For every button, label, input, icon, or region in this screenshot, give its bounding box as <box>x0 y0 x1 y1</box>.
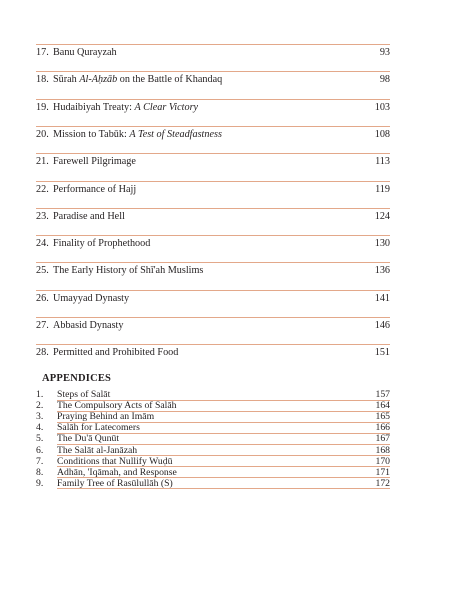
appendix-entry <box>36 456 390 467</box>
chapter-number: 20. <box>36 129 49 140</box>
chapter-divider <box>36 44 390 45</box>
appendix-page-number: 172 <box>375 477 390 489</box>
chapter-page-number: 146 <box>374 320 390 331</box>
appendix-number: 2. <box>36 400 44 412</box>
appendix-number: 7. <box>36 455 44 467</box>
appendix-title: The Du'ā Qunūt <box>57 433 120 445</box>
chapter-number: 26. <box>36 293 49 304</box>
chapter-title <box>53 101 198 115</box>
chapter-title: Farewell Pilgrimage <box>53 156 136 167</box>
appendix-entry <box>36 400 390 411</box>
chapter-title: The Early History of Shī'ah Muslims <box>53 265 204 276</box>
chapter-divider <box>36 290 390 291</box>
chapter-divider <box>36 99 390 100</box>
appendix-divider <box>57 488 390 489</box>
chapter-title-part: Mission to Tabūk: <box>53 129 130 140</box>
appendix-title: Adhān, 'Iqāmah, and Response <box>57 466 177 478</box>
chapter-entry <box>36 183 390 197</box>
chapter-number: 17. <box>36 47 49 58</box>
appendix-page-number: 157 <box>375 389 390 400</box>
chapter-divider <box>36 126 390 127</box>
chapter-number: 24. <box>36 238 49 249</box>
chapter-page-number: 130 <box>374 238 390 249</box>
chapter-title <box>53 73 222 87</box>
appendix-entry <box>36 467 390 478</box>
chapter-divider <box>36 344 390 345</box>
chapter-title-part: Al-Aḥzāb <box>79 74 118 85</box>
chapter-number: 25. <box>36 265 49 276</box>
appendix-number: 6. <box>36 444 44 456</box>
appendix-number: 3. <box>36 411 44 423</box>
chapter-page-number: 124 <box>374 211 390 222</box>
appendix-entry <box>36 422 390 433</box>
chapter-page-number: 108 <box>374 129 390 140</box>
chapter-title-part: Sūrah <box>53 74 80 85</box>
chapter-divider <box>36 71 390 72</box>
chapter-number: 22. <box>36 184 49 195</box>
chapter-entry <box>36 292 390 306</box>
chapter-number: 28. <box>36 347 49 358</box>
appendix-entry <box>36 445 390 456</box>
chapter-page-number: 103 <box>374 102 390 113</box>
chapter-number: 19. <box>36 102 49 113</box>
chapter-entry <box>36 101 390 115</box>
chapter-page-number: 136 <box>374 265 390 276</box>
chapter-divider <box>36 235 390 236</box>
appendix-page-number: 164 <box>375 400 390 412</box>
appendix-number: 9. <box>36 477 44 489</box>
chapter-divider <box>36 262 390 263</box>
chapter-entry <box>36 264 390 278</box>
chapter-entry <box>36 210 390 224</box>
chapter-entry <box>36 155 390 169</box>
chapter-title-part: on the Battle of Khandaq <box>117 74 223 85</box>
appendix-page-number: 167 <box>375 433 390 445</box>
appendix-page-number: 170 <box>375 455 390 467</box>
chapter-number: 27. <box>36 320 49 331</box>
chapter-page-number: 113 <box>375 156 390 167</box>
chapter-divider <box>36 181 390 182</box>
appendix-title: Family Tree of Rasūlullāh (S) <box>57 477 173 489</box>
appendix-number: 4. <box>36 422 44 434</box>
chapter-number: 23. <box>36 211 49 222</box>
appendix-number: 1. <box>36 389 44 400</box>
chapter-title: Paradise and Hell <box>53 211 125 222</box>
chapter-number: 18. <box>36 74 49 85</box>
chapter-number: 21. <box>36 156 49 167</box>
chapter-title: Finality of Prophethood <box>53 238 151 249</box>
chapter-title-part: A Test of Steadfastness <box>129 129 222 140</box>
chapter-title: Abbasid Dynasty <box>53 320 124 331</box>
appendix-number: 5. <box>36 433 44 445</box>
appendix-entry <box>36 411 390 422</box>
chapter-entry <box>36 46 390 60</box>
appendix-page-number: 168 <box>375 444 390 456</box>
chapter-page-number: 98 <box>379 74 390 85</box>
appendix-title: The Compulsory Acts of Salāh <box>57 400 177 412</box>
appendix-title: Conditions that Nullify Wuḍū <box>57 455 173 467</box>
appendix-page-number: 165 <box>375 411 390 423</box>
chapter-title-part: Hudaibiyah Treaty: <box>53 102 135 113</box>
chapter-title: Banu Qurayzah <box>53 47 117 58</box>
appendix-title: Praying Behind an Imām <box>57 411 155 423</box>
chapter-title: Permitted and Prohibited Food <box>53 347 179 358</box>
appendix-entry <box>36 478 390 489</box>
chapter-title-part: A Clear Victory <box>134 102 199 113</box>
appendix-title: Salāh for Latecomers <box>57 422 140 434</box>
appendix-entry <box>36 433 390 444</box>
chapter-entry <box>36 128 390 142</box>
chapter-entry <box>36 73 390 87</box>
appendix-number: 8. <box>36 466 44 478</box>
appendix-title: The Salāt al-Janāzah <box>57 444 138 456</box>
chapter-title <box>53 128 222 142</box>
chapter-divider <box>36 153 390 154</box>
chapter-title: Umayyad Dynasty <box>53 293 130 304</box>
chapter-divider <box>36 317 390 318</box>
chapter-page-number: 141 <box>374 293 390 304</box>
chapter-page-number: 93 <box>379 47 390 58</box>
appendix-title: Steps of Salāt <box>57 389 111 400</box>
appendix-entry <box>36 389 390 400</box>
chapter-title: Performance of Hajj <box>53 184 137 195</box>
chapter-entry <box>36 346 390 360</box>
appendices-heading: APPENDICES <box>42 373 112 384</box>
chapter-entry <box>36 237 390 251</box>
appendix-page-number: 166 <box>375 422 390 434</box>
appendix-page-number: 171 <box>375 466 390 478</box>
chapter-page-number: 151 <box>374 347 390 358</box>
chapter-page-number: 119 <box>375 184 390 195</box>
chapter-divider <box>36 208 390 209</box>
chapter-entry <box>36 319 390 333</box>
